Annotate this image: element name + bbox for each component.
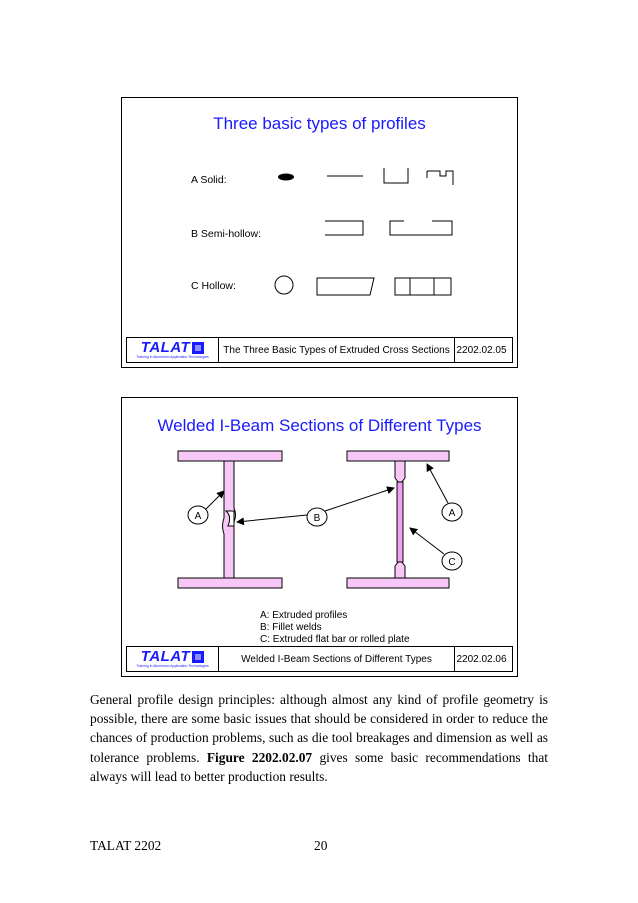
body-text-after: gives some basic recommendations that always will lead to better production results. [90,749,549,784]
talat-logo [127,647,219,671]
figure-footer [126,337,513,363]
figure-caption: The Three Basic Types of Extruded Cross Sections [219,338,455,362]
i-beam-diagram [122,398,519,608]
figure-title: Welded I-Beam Sections of Different Types [157,416,482,435]
logo-text: TALAT [140,338,191,356]
figure-number: 2202.02.05 [456,344,507,356]
page-number: 20 [314,838,328,853]
callout-c-text: C [448,557,456,568]
solid-zed-shape [427,171,453,185]
figure-title: Three basic types of profiles [213,114,426,133]
hollow-circle-shape [275,276,293,294]
callout-b-text: B [313,513,321,524]
talat-logo [127,338,219,362]
row-label-solid: A Solid: [191,174,227,186]
semi-hollow-rect-shape [325,221,363,235]
logo-square-icon [192,342,204,354]
logo-text: TALAT [140,647,191,665]
solid-channel-shape [384,168,408,183]
right-i-beam [347,451,449,588]
legend-b: B: Fillet welds [260,622,322,633]
legend-a: A: Extruded profiles [260,610,348,621]
body-paragraph [90,690,548,786]
legend-c: C: Extruded flat bar or rolled plate [260,634,410,645]
logo-square-icon [192,651,204,663]
hollow-trapezoid-shape [317,278,374,295]
figure-reference: Figure 2202.02.07 [206,749,313,765]
callout-a-right-text: A [448,508,456,519]
figure-footer [126,646,513,672]
callout-a-left-text: A [194,511,202,522]
figure-three-basic-profiles [121,97,518,368]
semi-hollow-channel-shape [390,221,452,235]
figure-welded-i-beam [121,397,518,677]
logo-subtitle: Training in Aluminium Application Technologies [136,354,209,359]
hollow-multi-cell-shape [395,278,451,295]
figure-number: 2202.02.06 [456,653,507,665]
figure-caption: Welded I-Beam Sections of Different Types [219,647,455,671]
page-footer-left: TALAT 2202 [90,838,162,853]
solid-ellipse-shape [278,174,294,181]
row-label-semi-hollow: B Semi-hollow: [191,228,262,240]
logo-subtitle: Training in Aluminium Application Technologies [136,663,209,668]
body-text-before: General profile design principles: although almost any kind of profile geometry is possible, there are some basic issues that should be considered in order to reduce the chances of production problems, such as die tool breakages and dimension as well as tolerance problems. [90,692,548,765]
profile-shapes [122,98,519,328]
row-label-hollow: C Hollow: [191,280,236,292]
